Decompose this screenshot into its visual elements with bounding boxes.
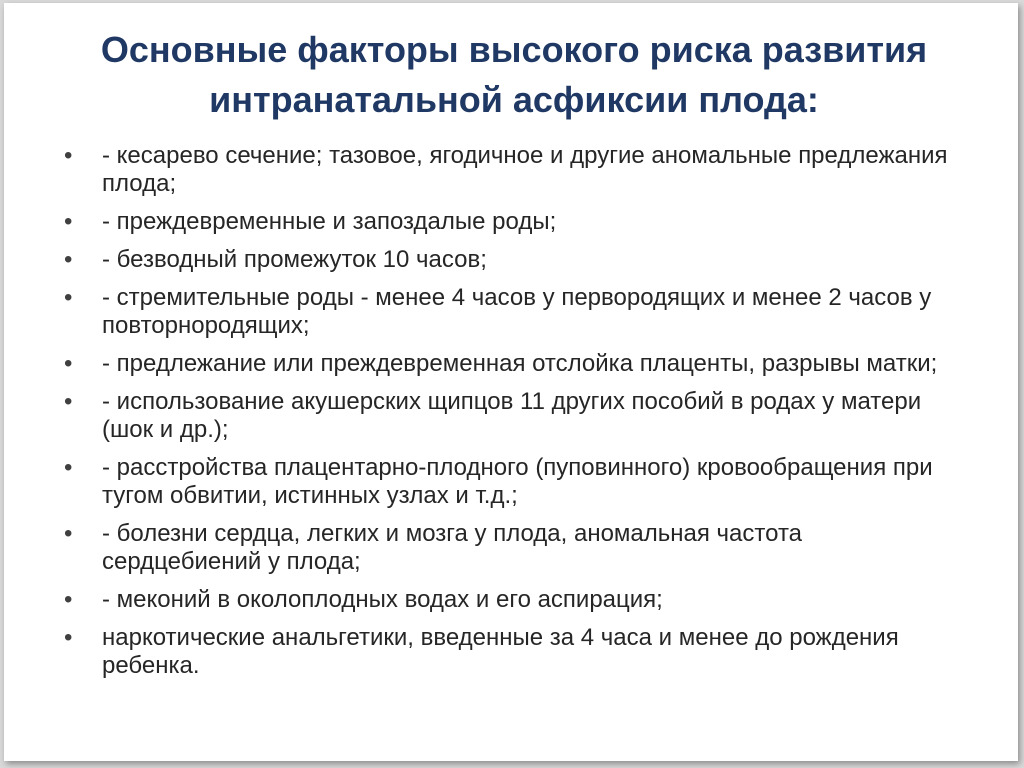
list-item: [56, 208, 956, 236]
list-item-text: - кесарево сечение; тазовое, ягодичное и другие аномальные предлежания плода;: [102, 142, 948, 197]
list-item-text: - стремительные роды - менее 4 часов у первородящих и менее 2 часов у повторнородящих;: [102, 284, 932, 339]
list-item: [56, 454, 956, 510]
bullet-icon: •: [64, 284, 73, 311]
list-item-text: - меконий в околоплодных водах и его аспирация;: [102, 586, 663, 613]
list-item-text: - преждевременные и запоздалые роды;: [102, 208, 557, 235]
bullet-icon: •: [64, 350, 73, 377]
list-item-text: - болезни сердца, легких и мозга у плода, аномальная частота сердцебиений у плода;: [102, 520, 803, 575]
bullet-icon: •: [64, 454, 73, 481]
list-item-text: - расстройства плацентарно-плодного (пуповинного) кровообращения при тугом обвитии, истинных узлах и т.д.;: [102, 454, 933, 509]
risk-factor-list: [56, 142, 956, 690]
bullet-icon: •: [64, 388, 73, 415]
bullet-icon: •: [64, 520, 73, 547]
bullet-icon: •: [64, 142, 73, 169]
list-item: [56, 388, 956, 444]
slide-title-line-1: Основные факторы высокого риска развития: [100, 29, 928, 70]
bullet-icon: •: [64, 208, 73, 235]
list-item-text: наркотические анальгетики, введенные за 4 часа и менее до рождения ребенка.: [102, 624, 899, 679]
list-item: [56, 624, 956, 680]
list-item: [56, 246, 956, 274]
slide-title-line-2: интранатальной асфиксии плода:: [209, 79, 819, 120]
list-item: [56, 350, 956, 378]
slide: [4, 3, 1018, 761]
list-item: [56, 586, 956, 614]
list-item: [56, 520, 956, 576]
list-item: [56, 284, 956, 340]
slide-title: [44, 25, 984, 125]
bullet-icon: •: [64, 246, 73, 273]
bullet-icon: •: [64, 624, 73, 651]
list-item-text: - предлежание или преждевременная отслойка плаценты, разрывы матки;: [102, 350, 938, 377]
list-item-text: - безводный промежуток 10 часов;: [102, 246, 487, 273]
list-item: [56, 142, 956, 198]
list-item-text: - использование акушерских щипцов 11 других пособий в родах у матери (шок и др.);: [102, 388, 922, 443]
bullet-icon: •: [64, 586, 73, 613]
